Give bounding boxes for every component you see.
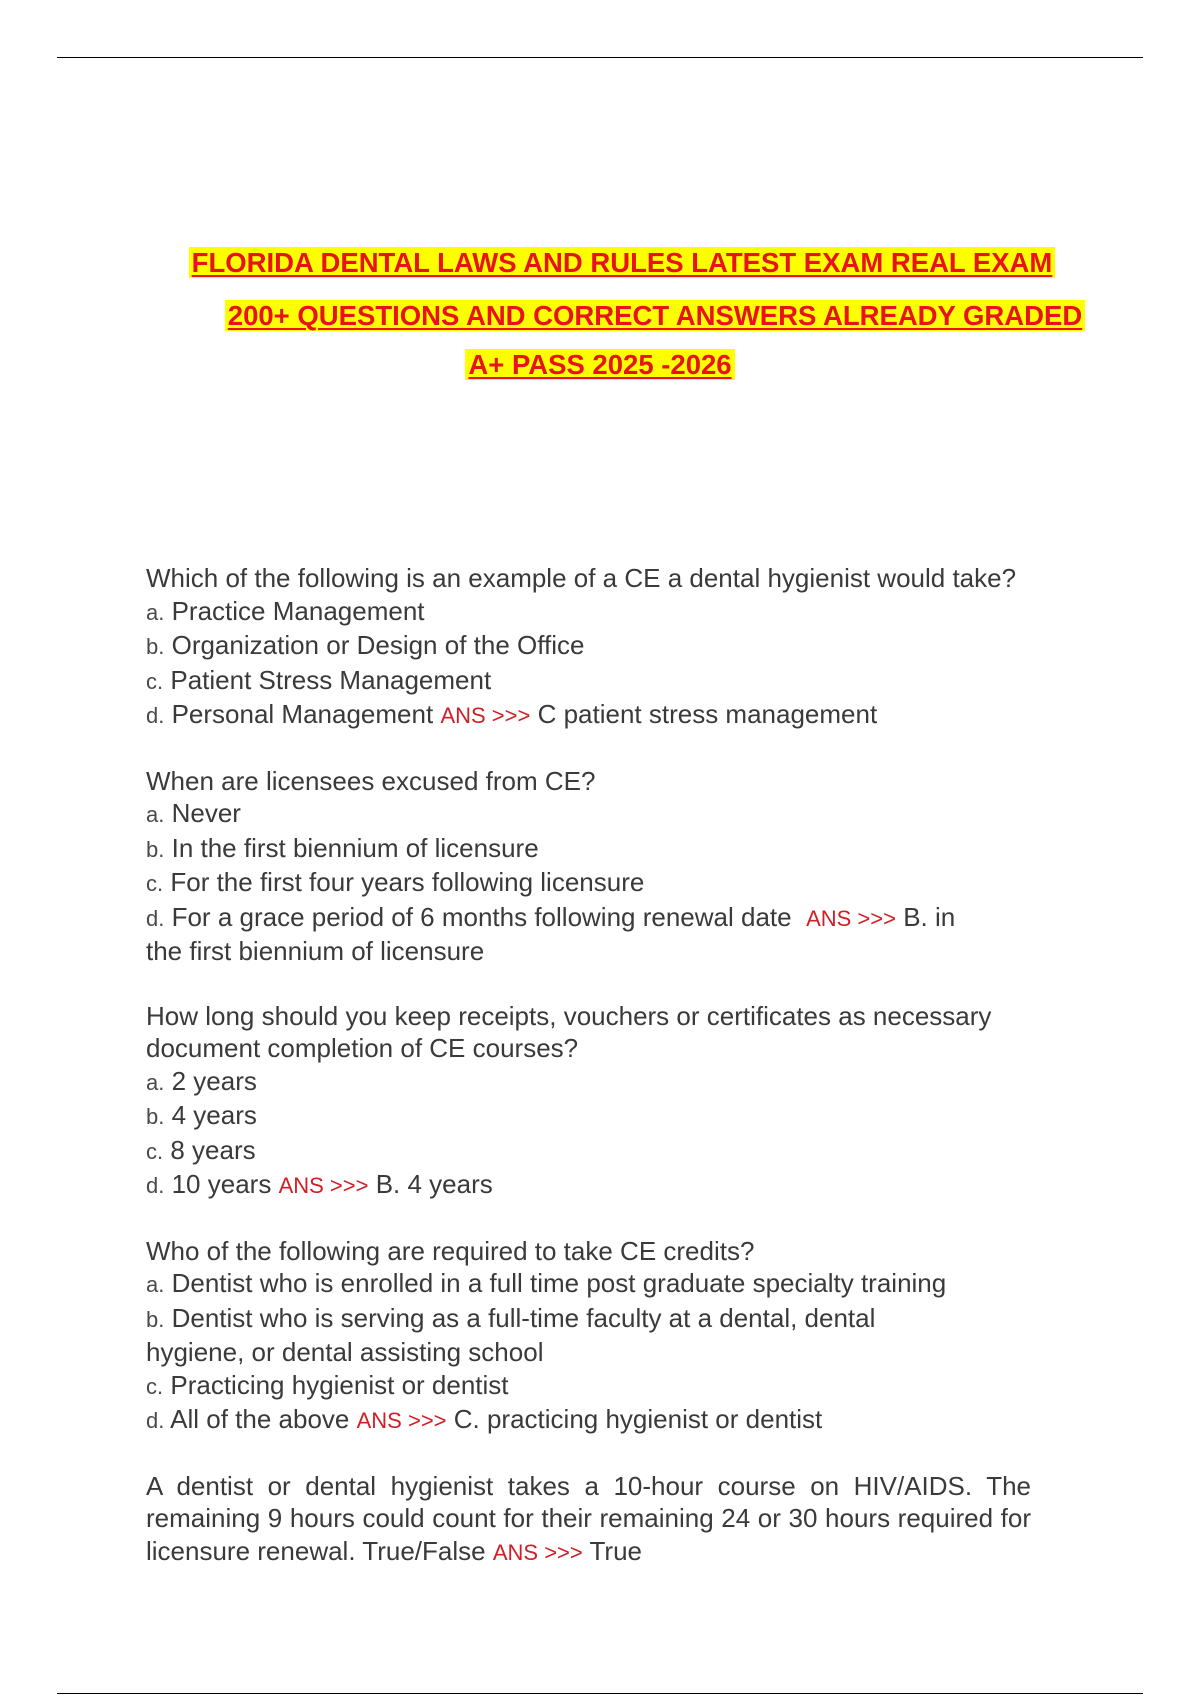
question-text-line-2: document completion of CE courses? [146, 1033, 579, 1063]
answer-text: B. 4 years [375, 1169, 493, 1199]
option-a: a. Never [146, 798, 241, 828]
bottom-rule [57, 1693, 1143, 1694]
option-a: a. 2 years [146, 1065, 257, 1096]
option-d: d. Personal Management ANS >>> C patient stress management [146, 699, 878, 729]
option-d: d. 10 years ANS >>> B. 4 years [146, 1169, 493, 1199]
question-text: Who of the following are required to take CE credits? [146, 1235, 755, 1266]
option-c: c. Practicing hygienist or dentist [146, 1369, 509, 1400]
top-rule [57, 57, 1143, 58]
question-text: Which of the following is an example of a CE a dental hygienist would take? [146, 563, 1017, 593]
question-5 [146, 1470, 1036, 1570]
answer-text: True [589, 1535, 642, 1566]
answer-text: C patient stress management [537, 699, 878, 729]
question-text: A dentist or dental hygienist takes a 10-hour course on HIV/AIDS. The remaining 9 hours could count for their remaining 24 or 30 hours required for licensure renewal. True/False ANS >>> True [146, 1470, 1031, 1566]
answer-text: B. in [903, 901, 956, 932]
option-b: b. Dentist who is serving as a full-time faculty at a dental, dental [146, 1302, 876, 1333]
question-4 [146, 1235, 1036, 1438]
option-c: c. For the first four years following licensure [146, 867, 645, 897]
answer-marker: ANS >>> [440, 703, 531, 728]
option-b: b. Organization or Design of the Office [146, 630, 585, 660]
answer-marker: ANS >>> [806, 905, 896, 931]
option-b: b. 4 years [146, 1100, 257, 1130]
option-d: d. For a grace period of 6 months following renewal date ANS >>> B. in [146, 901, 956, 932]
question-1 [146, 562, 1036, 733]
question-list [146, 562, 1036, 1601]
answer-marker: ANS >>> [492, 1539, 583, 1565]
title-line-3: A+ PASS 2025 -2026 [0, 349, 1200, 381]
option-b: b. In the first biennium of licensure [146, 832, 539, 863]
option-c: c. 8 years [146, 1134, 256, 1165]
question-text: When are licensees excused from CE? [146, 765, 596, 796]
question-2 [146, 765, 1036, 968]
answer-text: C. practicing hygienist or dentist [453, 1404, 823, 1434]
option-d: d. All of the above ANS >>> C. practicing hygienist or dentist [146, 1404, 823, 1434]
answer-marker: ANS >>> [356, 1408, 447, 1433]
title-line-1: FLORIDA DENTAL LAWS AND RULES LATEST EXAM REAL EXAM [22, 247, 1200, 279]
option-a: a. Dentist who is enrolled in a full time post graduate specialty training [146, 1268, 947, 1298]
question-3 [146, 1000, 1036, 1203]
question-text-line-1: How long should you keep receipts, vouchers or certificates as necessary [146, 1000, 992, 1031]
option-c: c. Patient Stress Management [146, 664, 492, 695]
option-a: a. Practice Management [146, 595, 425, 626]
answer-marker: ANS >>> [278, 1173, 369, 1198]
option-b-continuation: hygiene, or dental assisting school [146, 1337, 544, 1367]
title-line-2: 200+ QUESTIONS AND CORRECT ANSWERS ALREADY GRADED [55, 300, 1200, 332]
answer-continuation: the first biennium of licensure [146, 936, 485, 966]
